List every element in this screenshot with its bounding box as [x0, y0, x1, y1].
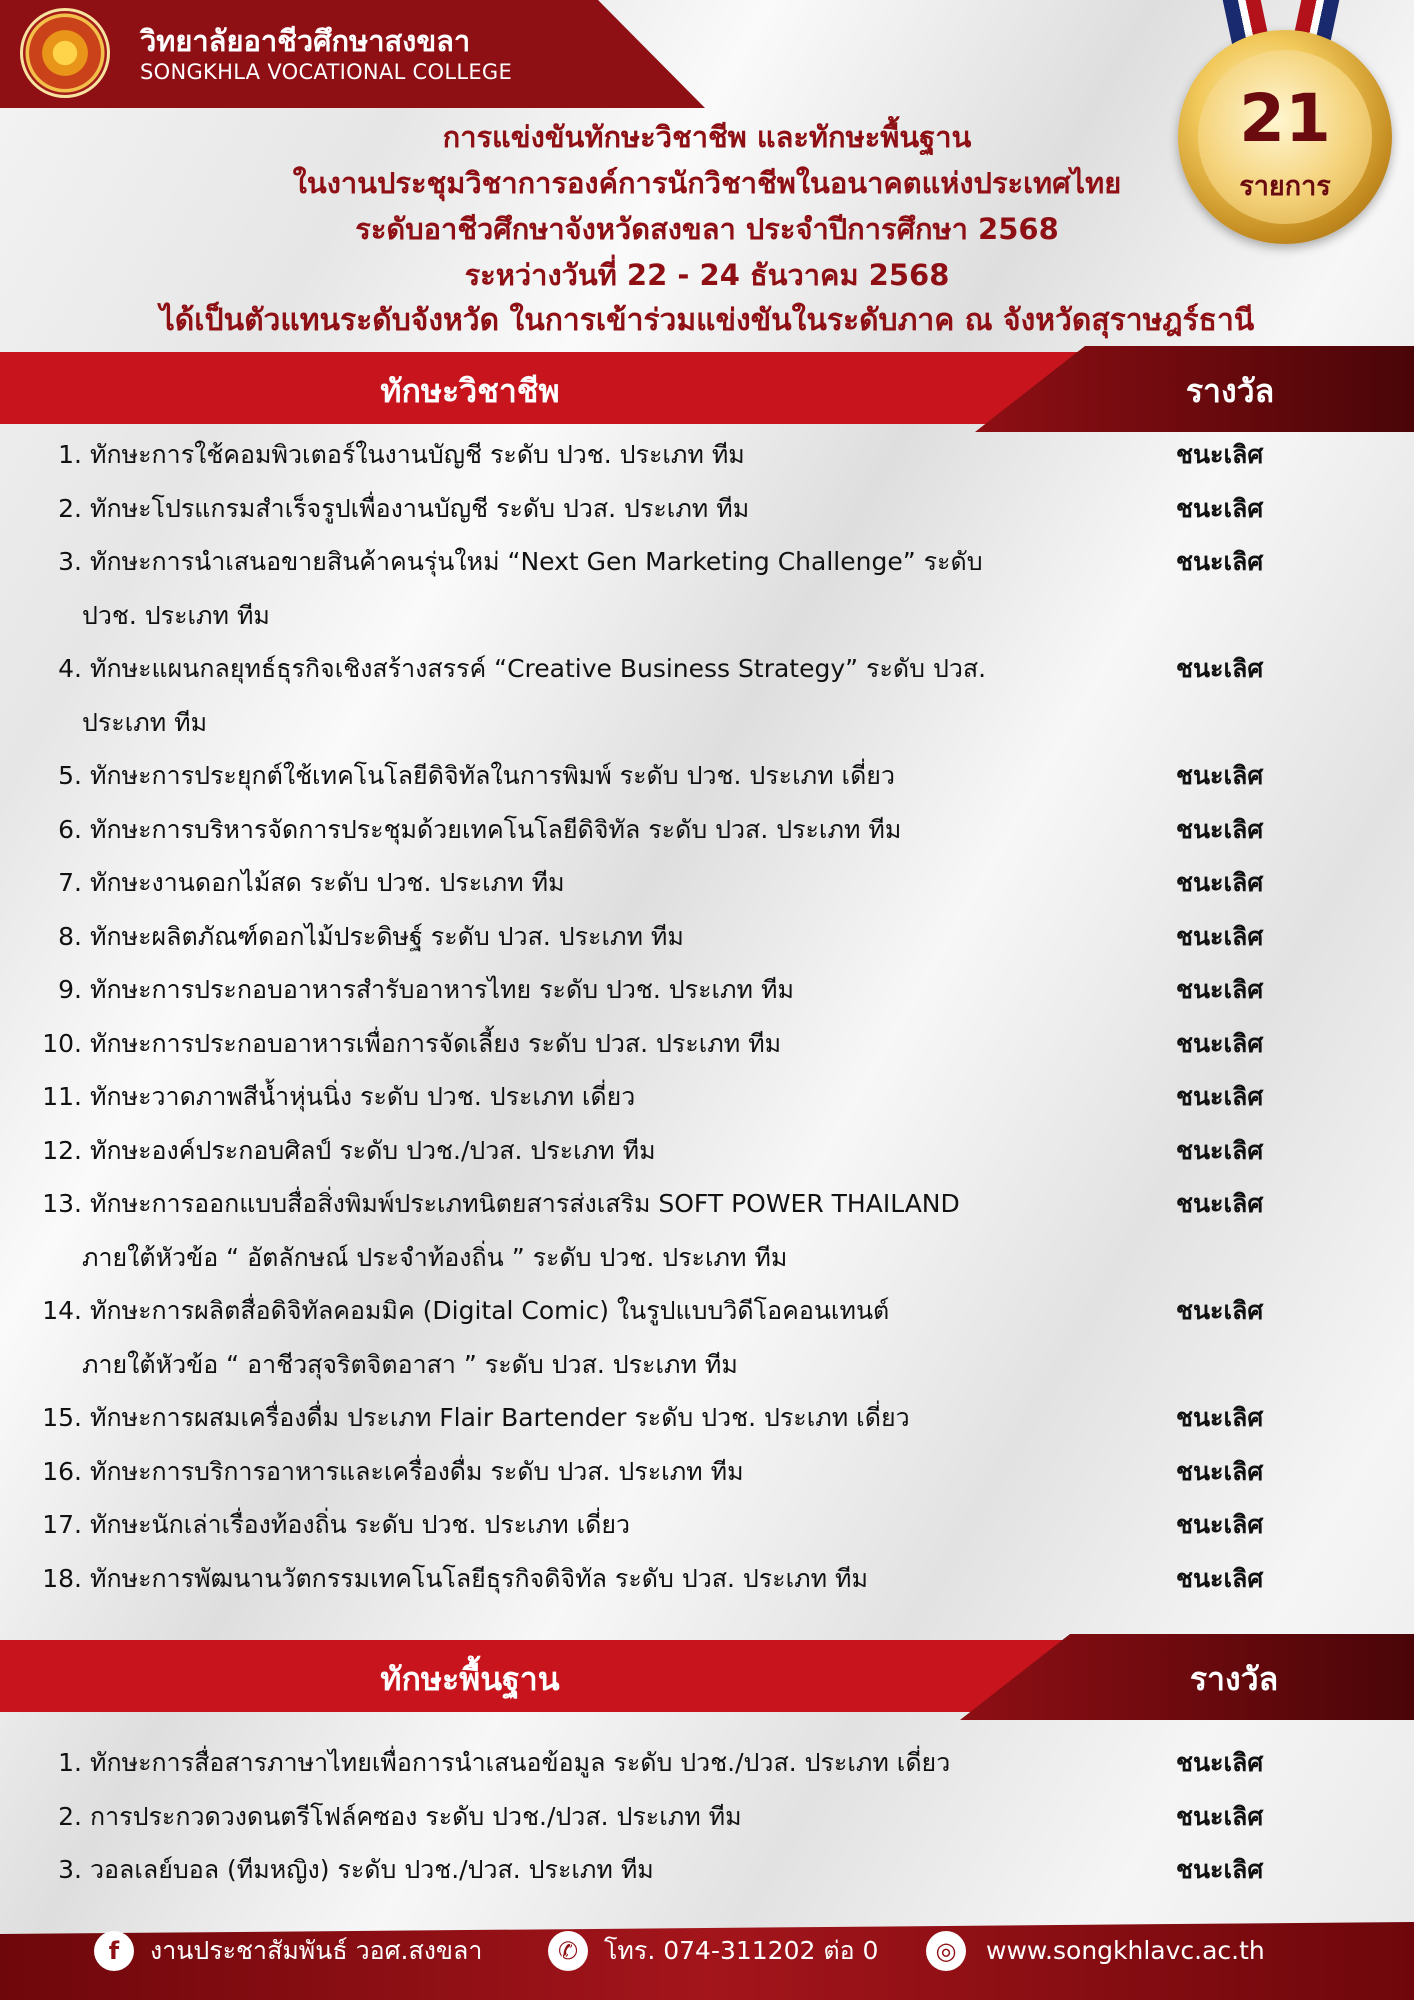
- item-skill-line: ทักษะการออกแบบสื่อสิ่งพิมพ์ประเภทนิตยสารส่งเสริม SOFT POWER THAILAND: [90, 1189, 960, 1218]
- list-item: [0, 749, 1414, 803]
- item-skill-name: [90, 1498, 1050, 1552]
- item-award: ชนะเลิศ: [1176, 440, 1264, 469]
- list-item: [0, 1445, 1414, 1499]
- item-award: ชนะเลิศ: [1176, 654, 1264, 683]
- item-award: ชนะเลิศ: [1176, 1456, 1264, 1486]
- website-link[interactable]: www.songkhlavc.ac.th: [986, 1936, 1265, 1965]
- item-award: ชนะเลิศ: [1176, 1855, 1264, 1884]
- item-number: 16.: [42, 1456, 82, 1486]
- item-skill-name: [90, 1790, 1050, 1844]
- basic-award-heading: รางวัล: [1189, 1660, 1279, 1698]
- item-skill-line: ทักษะการใช้คอมพิวเตอร์ในงานบัญชี ระดับ ปวช. ประเภท ทีม: [90, 440, 745, 469]
- item-skill-line: ทักษะการผสมเครื่องดื่ม ประเภท Flair Bartender ระดับ ปวช. ประเภท เดี่ยว: [90, 1403, 910, 1432]
- item-skill-name: [90, 482, 1050, 536]
- item-number: 2.: [58, 493, 82, 523]
- list-item: [0, 482, 1414, 536]
- college-name-th: วิทยาลัยอาชีวศึกษาสงขลา: [140, 24, 471, 58]
- item-skill-name: [90, 910, 1050, 964]
- list-item: [0, 856, 1414, 910]
- title-line-3: ระดับอาชีวศึกษาจังหวัดสงขลา ประจำปีการศึกษา 2568: [355, 212, 1059, 246]
- item-award: ชนะเลิศ: [1176, 1296, 1264, 1325]
- list-item: [0, 1177, 1414, 1284]
- item-skill-line: วอลเลย์บอล (ทีมหญิง) ระดับ ปวช./ปวส. ประเภท ทีม: [90, 1855, 654, 1884]
- item-skill-line: ทักษะการประยุกต์ใช้เทคโนโลยีดิจิทัลในการพิมพ์ ระดับ ปวช. ประเภท เดี่ยว: [90, 761, 895, 790]
- item-number: 17.: [42, 1510, 82, 1539]
- list-item: [0, 803, 1414, 857]
- item-skill-line-continued: ปวช. ประเภท ทีม: [82, 600, 270, 630]
- item-skill-line: ทักษะโปรแกรมสำเร็จรูปเพื่องานบัญชี ระดับ ปวส. ประเภท ทีม: [90, 493, 750, 523]
- item-skill-name: [90, 1552, 1050, 1606]
- item-award: ชนะเลิศ: [1176, 814, 1264, 844]
- list-item: [0, 1070, 1414, 1124]
- item-award: ชนะเลิศ: [1176, 1563, 1264, 1593]
- item-skill-name: [90, 1445, 1050, 1499]
- item-number: 9.: [58, 975, 82, 1004]
- list-item: [0, 535, 1414, 642]
- item-number: 1.: [58, 1748, 82, 1777]
- item-number: 4.: [58, 654, 82, 683]
- item-award: ชนะเลิศ: [1176, 1801, 1264, 1831]
- list-item: [0, 963, 1414, 1017]
- item-number: 6.: [58, 814, 82, 844]
- item-number: 14.: [42, 1296, 82, 1325]
- medal-count: 21: [1239, 80, 1331, 157]
- item-skill-line: ทักษะแผนกลยุทธ์ธุรกิจเชิงสร้างสรรค์ “Creative Business Strategy” ระดับ ปวส.: [90, 654, 987, 683]
- list-item: [0, 1017, 1414, 1071]
- item-award: ชนะเลิศ: [1176, 1403, 1264, 1432]
- list-item: [0, 1552, 1414, 1606]
- list-item: [0, 910, 1414, 964]
- item-skill-name: [90, 1391, 1050, 1445]
- item-skill-line: ทักษะการสื่อสารภาษาไทยเพื่อการนำเสนอข้อมูล ระดับ ปวช./ปวส. ประเภท เดี่ยว: [90, 1748, 951, 1777]
- item-skill-name: [90, 428, 1050, 482]
- list-item: [0, 1790, 1414, 1844]
- item-skill-line: ทักษะการผลิตสื่อดิจิทัลคอมมิค (Digital Comic) ในรูปแบบวิดีโอคอนเทนต์: [90, 1296, 890, 1325]
- vocational-section-title: ทักษะวิชาชีพ: [380, 372, 560, 410]
- title-line-5: ได้เป็นตัวแทนระดับจังหวัด ในการเข้าร่วมแข่งขันในระดับภาค ณ จังหวัดสุราษฎร์ธานี: [159, 303, 1255, 338]
- item-skill-line: ทักษะการบริหารจัดการประชุมด้วยเทคโนโลยีดิจิทัล ระดับ ปวส. ประเภท ทีม: [90, 814, 902, 844]
- item-award: ชนะเลิศ: [1176, 1028, 1264, 1058]
- vocational-award-heading: รางวัล: [1185, 372, 1275, 410]
- item-skill-name: [90, 1017, 1050, 1071]
- item-award: ชนะเลิศ: [1176, 975, 1264, 1004]
- list-item: [0, 1391, 1414, 1445]
- item-skill-name: [82, 1177, 1050, 1284]
- globe-icon[interactable]: ◎: [926, 1931, 966, 1971]
- list-item: [0, 428, 1414, 482]
- item-award: ชนะเลิศ: [1176, 1748, 1264, 1777]
- item-skill-name: [90, 1736, 1050, 1790]
- item-number: 5.: [58, 761, 82, 790]
- list-item: [0, 1284, 1414, 1391]
- item-award: ชนะเลิศ: [1176, 547, 1264, 576]
- item-award: ชนะเลิศ: [1176, 1082, 1264, 1111]
- item-award: ชนะเลิศ: [1176, 761, 1264, 790]
- item-award: ชนะเลิศ: [1176, 1135, 1264, 1165]
- item-skill-name: [82, 642, 1050, 749]
- item-award: ชนะเลิศ: [1176, 921, 1264, 951]
- item-skill-line: ทักษะการพัฒนานวัตกรรมเทคโนโลยีธุรกิจดิจิทัล ระดับ ปวส. ประเภท ทีม: [90, 1563, 869, 1593]
- item-skill-name: [90, 1843, 1050, 1897]
- item-award: ชนะเลิศ: [1176, 1510, 1264, 1539]
- facebook-link[interactable]: งานประชาสัมพันธ์ วอศ.สงขลา: [150, 1936, 483, 1965]
- item-skill-line: ทักษะการประกอบอาหารสำรับอาหารไทย ระดับ ปวช. ประเภท ทีม: [90, 975, 794, 1004]
- phone-icon[interactable]: ✆: [548, 1931, 588, 1971]
- college-name-en: SONGKHLA VOCATIONAL COLLEGE: [140, 60, 513, 84]
- facebook-icon[interactable]: f: [94, 1931, 134, 1971]
- item-skill-name: [82, 535, 1050, 642]
- item-number: 12.: [42, 1135, 82, 1165]
- college-logo: [20, 8, 110, 98]
- item-skill-line: ทักษะองค์ประกอบศิลป์ ระดับ ปวช./ปวส. ประเภท ทีม: [90, 1135, 656, 1165]
- item-number: 18.: [42, 1563, 82, 1593]
- item-skill-name: [90, 749, 1050, 803]
- phone-number[interactable]: โทร. 074-311202 ต่อ 0: [604, 1936, 879, 1965]
- item-skill-line: ทักษะการประกอบอาหารเพื่อการจัดเลี้ยง ระดับ ปวส. ประเภท ทีม: [90, 1028, 782, 1058]
- item-number: 11.: [42, 1082, 82, 1111]
- item-skill-name: [82, 1284, 1050, 1391]
- item-skill-line: ทักษะวาดภาพสีน้ำหุ่นนิ่ง ระดับ ปวช. ประเภท เดี่ยว: [90, 1082, 636, 1111]
- list-item: [0, 642, 1414, 749]
- title-line-2: ในงานประชุมวิชาการองค์การนักวิชาชีพในอนาคตแห่งประเทศไทย: [292, 166, 1122, 200]
- item-number: 3.: [58, 1855, 82, 1884]
- basic-section-title: ทักษะพื้นฐาน: [380, 1660, 560, 1698]
- basic-skill-list: [0, 1736, 1414, 1897]
- item-skill-line: ทักษะการนำเสนอขายสินค้าคนรุ่นใหม่ “Next Gen Marketing Challenge” ระดับ: [90, 547, 983, 576]
- item-skill-name: [90, 856, 1050, 910]
- item-skill-name: [90, 1124, 1050, 1178]
- item-skill-name: [90, 803, 1050, 857]
- item-skill-line-continued: ประเภท ทีม: [82, 707, 208, 737]
- item-number: 13.: [42, 1189, 82, 1218]
- item-skill-line: การประกวดวงดนตรีโฟล์คซอง ระดับ ปวช./ปวส. ประเภท ทีม: [90, 1801, 742, 1831]
- item-award: ชนะเลิศ: [1176, 493, 1264, 523]
- item-skill-name: [90, 963, 1050, 1017]
- item-number: 2.: [58, 1801, 82, 1831]
- item-skill-name: [90, 1070, 1050, 1124]
- item-number: 8.: [58, 921, 82, 951]
- item-number: 7.: [58, 868, 82, 897]
- item-skill-line-continued: ภายใต้หัวข้อ “ อาชีวสุจริตจิตอาสา ” ระดับ ปวส. ประเภท ทีม: [82, 1349, 738, 1379]
- item-skill-line: ทักษะการบริการอาหารและเครื่องดื่ม ระดับ ปวส. ประเภท ทีม: [90, 1456, 744, 1486]
- title-line-4: ระหว่างวันที่ 22 - 24 ธันวาคม 2568: [464, 258, 950, 292]
- item-number: 10.: [42, 1028, 82, 1058]
- list-item: [0, 1124, 1414, 1178]
- item-number: 1.: [58, 440, 82, 469]
- list-item: [0, 1498, 1414, 1552]
- title-line-1: การแข่งขันทักษะวิชาชีพ และทักษะพื้นฐาน: [442, 120, 972, 154]
- item-skill-line: ทักษะนักเล่าเรื่องท้องถิ่น ระดับ ปวช. ประเภท เดี่ยว: [90, 1510, 631, 1539]
- list-item: [0, 1843, 1414, 1897]
- item-skill-line: ทักษะงานดอกไม้สด ระดับ ปวช. ประเภท ทีม: [90, 868, 565, 897]
- item-skill-line: ทักษะผลิตภัณฑ์ดอกไม้ประดิษฐ์ ระดับ ปวส. ประเภท ทีม: [90, 921, 684, 951]
- list-item: [0, 1736, 1414, 1790]
- medal-count-unit: รายการ: [1239, 171, 1331, 202]
- item-number: 15.: [42, 1403, 82, 1432]
- item-number: 3.: [58, 547, 82, 576]
- vocational-skill-list: [0, 428, 1414, 1605]
- item-skill-line-continued: ภายใต้หัวข้อ “ อัตลักษณ์ ประจำท้องถิ่น ” ระดับ ปวช. ประเภท ทีม: [82, 1242, 788, 1272]
- item-award: ชนะเลิศ: [1176, 1189, 1264, 1218]
- item-award: ชนะเลิศ: [1176, 868, 1264, 897]
